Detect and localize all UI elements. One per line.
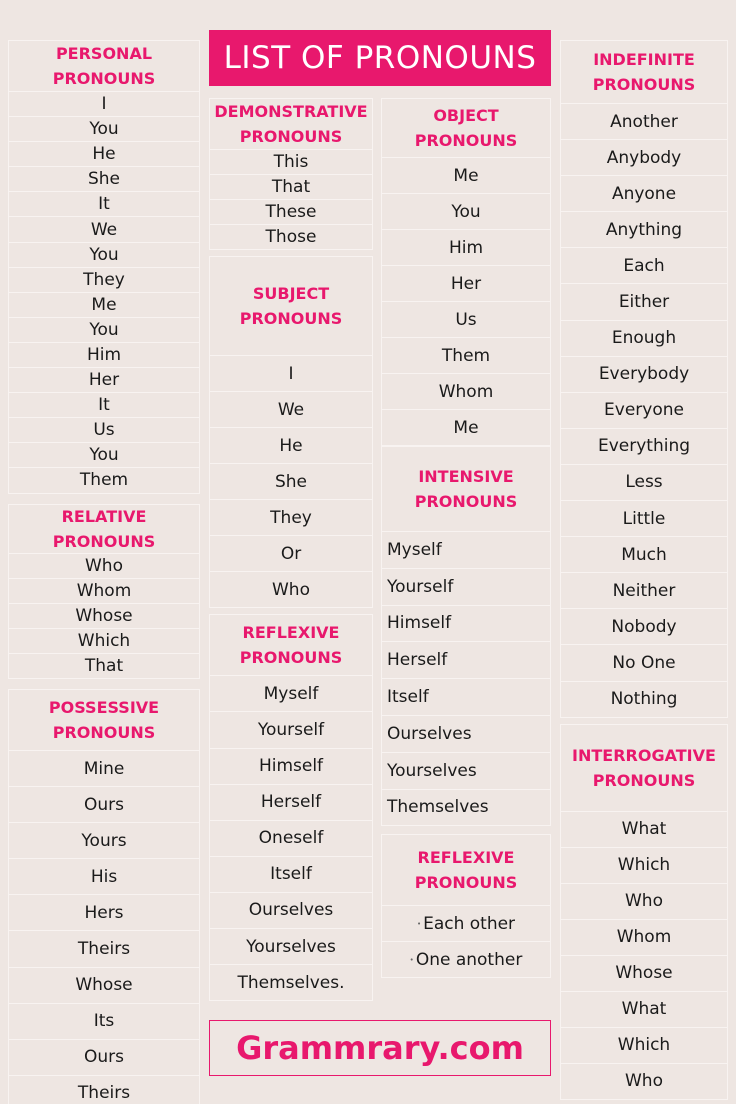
personal-item-text: You	[89, 119, 119, 140]
interrogative-item-text: Who	[625, 891, 663, 912]
indefinite-item	[560, 321, 728, 357]
indefinite-item-text: Everything	[597, 436, 691, 457]
reflexive1-item	[209, 965, 373, 1001]
reflexive1-item	[209, 929, 373, 965]
possessive-item	[8, 1076, 200, 1104]
possessive-header-line2: PRONOUNS	[52, 722, 156, 742]
intensive-item-text: Herself	[387, 650, 448, 671]
interrogative-item-text: Which	[617, 1035, 671, 1056]
column-4	[560, 40, 728, 1100]
reflexive1-item-text: Ourselves	[248, 900, 334, 921]
relative-header-line2: PRONOUNS	[52, 531, 156, 551]
indefinite-item	[560, 176, 728, 212]
object-item-text: Her	[450, 273, 482, 294]
indefinite-item	[560, 393, 728, 429]
interrogative-item	[560, 920, 728, 956]
bullet-mark-icon: •	[409, 955, 414, 964]
relative-header	[8, 504, 200, 554]
object-item-text: You	[451, 201, 481, 222]
reflexive1-item	[209, 893, 373, 929]
personal-item	[8, 368, 200, 393]
subject-item-text: We	[277, 399, 305, 420]
intensive-header-line2: PRONOUNS	[414, 492, 518, 511]
indefinite-item	[560, 537, 728, 573]
reflexive1-item	[209, 857, 373, 893]
interrogative-item	[560, 992, 728, 1028]
personal-item-text: You	[89, 319, 119, 340]
object-item	[381, 410, 551, 446]
subject-header-line2: PRONOUNS	[239, 309, 343, 329]
object-item-text: Me	[453, 165, 479, 186]
personal-item-text: We	[90, 219, 118, 240]
personal-item-text: You	[89, 445, 119, 466]
subject-item	[209, 356, 373, 392]
personal-item	[8, 443, 200, 468]
interrogative-item-text: What	[621, 819, 667, 840]
indefinite-item-text: Each	[623, 255, 665, 276]
possessive-item-text: Ours	[83, 1047, 124, 1068]
object-header-line2: PRONOUNS	[414, 131, 518, 150]
indefinite-header-line1: INDEFINITE	[593, 50, 695, 69]
personal-item	[8, 167, 200, 192]
subject-item-text: I	[288, 363, 294, 384]
interrogative-item	[560, 812, 728, 848]
reflexive1-header-line2: PRONOUNS	[239, 648, 343, 668]
subject-item-text: Or	[280, 543, 302, 564]
indefinite-item	[560, 212, 728, 248]
demonstrative-header-line1: DEMONSTRATIVE	[214, 102, 368, 121]
indefinite-item	[560, 104, 728, 140]
intensive-header-line1: INTENSIVE	[418, 467, 514, 486]
relative-header-line1: RELATIVE	[61, 506, 147, 526]
personal-item-text: Them	[79, 470, 129, 491]
personal-item-text: Me	[91, 294, 117, 315]
interrogative-item-text: Which	[617, 855, 671, 876]
personal-item	[8, 468, 200, 493]
personal-item	[8, 217, 200, 242]
personal-item	[8, 192, 200, 217]
personal-item-text: I	[101, 94, 107, 115]
indefinite-item-text: Little	[622, 508, 666, 529]
intensive-item	[381, 790, 551, 827]
personal-item-text: You	[89, 244, 119, 265]
relative-item-text: Who	[85, 555, 123, 576]
reflexive-header-2	[381, 834, 551, 906]
indefinite-item	[560, 573, 728, 609]
reflexive1-item	[209, 821, 373, 857]
indefinite-item	[560, 609, 728, 645]
page-title: LIST OF PRONOUNS	[209, 30, 551, 86]
possessive-item	[8, 1040, 200, 1076]
subject-header-line1: SUBJECT	[252, 284, 330, 304]
personal-item	[8, 142, 200, 167]
indefinite-item-text: Everybody	[598, 364, 690, 385]
interrogative-item	[560, 1064, 728, 1100]
object-header-line1: OBJECT	[433, 106, 499, 125]
reflexive1-item	[209, 785, 373, 821]
possessive-item-text: Mine	[83, 758, 125, 779]
possessive-item-text: Ours	[83, 794, 124, 815]
relative-item	[8, 654, 200, 679]
indefinite-item	[560, 284, 728, 320]
indefinite-item	[560, 357, 728, 393]
object-item	[381, 230, 551, 266]
reflexive1-item-text: Herself	[260, 792, 322, 813]
object-item-text: Them	[441, 345, 491, 366]
possessive-item-text: Theirs	[77, 1083, 131, 1104]
interrogative-item-text: Whose	[615, 963, 673, 984]
personal-item-text: She	[87, 169, 121, 190]
brand-logo: Grammrary.com	[209, 1020, 551, 1076]
personal-item-text: It	[98, 395, 110, 416]
personal-item-text: He	[92, 144, 116, 165]
object-item-text: Me	[453, 417, 479, 438]
personal-item-text: Us	[93, 420, 115, 441]
possessive-item	[8, 931, 200, 967]
interrogative-item-text: Whom	[616, 927, 672, 948]
possessive-item-text: His	[90, 866, 118, 887]
indefinite-item	[560, 140, 728, 176]
indefinite-header-line2: PRONOUNS	[592, 75, 696, 94]
demonstrative-item-text: That	[271, 177, 311, 198]
interrogative-header	[560, 724, 728, 812]
relative-item	[8, 554, 200, 579]
subject-item	[209, 428, 373, 464]
indefinite-item	[560, 429, 728, 465]
reflexive2-item	[381, 942, 551, 978]
possessive-item-text: Yours	[81, 830, 127, 851]
indefinite-header	[560, 40, 728, 104]
indefinite-item-text: Less	[625, 472, 663, 493]
intensive-item	[381, 642, 551, 679]
object-item-text: Us	[455, 309, 477, 330]
reflexive1-item-text: Oneself	[258, 828, 324, 849]
possessive-header-line1: POSSESSIVE	[48, 697, 160, 717]
reflexive1-item	[209, 712, 373, 748]
relative-item	[8, 629, 200, 654]
personal-header-line2: PRONOUNS	[52, 69, 156, 88]
personal-item-text: Her	[88, 370, 120, 391]
indefinite-item-text: Neither	[612, 580, 676, 601]
demonstrative-item-text: This	[273, 152, 309, 173]
personal-item	[8, 268, 200, 293]
personal-header	[8, 40, 200, 92]
reflexive2-header-line2: PRONOUNS	[414, 873, 518, 893]
relative-item-text: Whom	[76, 580, 132, 601]
subject-item	[209, 572, 373, 608]
indefinite-item	[560, 501, 728, 537]
subject-item	[209, 536, 373, 572]
personal-item-text: They	[83, 269, 125, 290]
subject-item-text: She	[274, 471, 308, 492]
personal-item-text: It	[98, 194, 110, 215]
indefinite-item	[560, 248, 728, 284]
object-item	[381, 266, 551, 302]
personal-header-line1: PERSONAL	[55, 44, 153, 63]
interrogative-item	[560, 956, 728, 992]
reflexive2-item-text: Each other	[423, 913, 516, 934]
indefinite-item	[560, 682, 728, 718]
intensive-item	[381, 679, 551, 716]
indefinite-item-text: Anyone	[611, 183, 677, 204]
reflexive1-item-text: Myself	[263, 683, 319, 704]
indefinite-item	[560, 465, 728, 501]
intensive-item	[381, 716, 551, 753]
demonstrative-item	[209, 175, 373, 200]
reflexive1-header-line1: REFLEXIVE	[242, 623, 340, 643]
intensive-item-text: Yourself	[387, 576, 454, 597]
demonstrative-item	[209, 200, 373, 225]
possessive-item	[8, 787, 200, 823]
object-item	[381, 158, 551, 194]
indefinite-item-text: Much	[621, 544, 667, 565]
intensive-header	[381, 446, 551, 532]
demonstrative-item	[209, 225, 373, 250]
indefinite-item-text: Nothing	[610, 689, 678, 710]
possessive-item	[8, 895, 200, 931]
bullet-mark-icon: •	[416, 919, 422, 928]
personal-item	[8, 343, 200, 368]
possessive-item	[8, 823, 200, 859]
demonstrative-item-text: Those	[265, 227, 317, 248]
column-3	[381, 98, 551, 978]
personal-item	[8, 418, 200, 443]
object-item	[381, 194, 551, 230]
personal-item-text: Him	[86, 344, 122, 365]
reflexive1-item-text: Yourselves	[246, 936, 336, 957]
interrogative-header-line2: PRONOUNS	[592, 770, 696, 790]
object-item-text: Whom	[438, 381, 494, 402]
object-header	[381, 98, 551, 158]
intensive-item-text: Itself	[387, 687, 429, 708]
indefinite-item-text: Either	[618, 292, 670, 313]
possessive-header	[8, 689, 200, 751]
indefinite-item-text: Anything	[605, 219, 683, 240]
subject-item-text: Who	[272, 579, 310, 600]
interrogative-item	[560, 1028, 728, 1064]
reflexive2-header-line1: REFLEXIVE	[417, 848, 515, 868]
possessive-item	[8, 751, 200, 787]
possessive-item	[8, 968, 200, 1004]
indefinite-item-text: Anybody	[606, 147, 682, 168]
column-1	[8, 40, 200, 1104]
personal-item	[8, 243, 200, 268]
reflexive-header-1	[209, 614, 373, 676]
personal-item	[8, 318, 200, 343]
indefinite-item-text: Nobody	[611, 616, 677, 637]
indefinite-item-text: No One	[612, 652, 676, 673]
reflexive1-item-text: Yourself	[257, 720, 325, 741]
reflexive1-item	[209, 676, 373, 712]
interrogative-header-line1: INTERROGATIVE	[572, 745, 716, 765]
personal-item	[8, 117, 200, 142]
interrogative-item-text: What	[621, 999, 667, 1020]
indefinite-item-text: Another	[610, 111, 678, 132]
relative-item-text: Which	[77, 630, 131, 651]
indefinite-item-text: Enough	[611, 328, 677, 349]
subject-item-text: They	[270, 507, 312, 528]
intensive-item	[381, 606, 551, 643]
object-item	[381, 374, 551, 410]
subject-item-text: He	[279, 435, 303, 456]
reflexive1-item	[209, 749, 373, 785]
possessive-item-text: Theirs	[77, 938, 131, 959]
relative-item	[8, 579, 200, 604]
possessive-item-text: Hers	[84, 902, 124, 923]
reflexive1-item-text: Itself	[270, 864, 312, 885]
possessive-item	[8, 1004, 200, 1040]
subject-item	[209, 464, 373, 500]
subject-header	[209, 256, 373, 356]
object-item	[381, 338, 551, 374]
intensive-item-text: Ourselves	[387, 723, 472, 744]
interrogative-item-text: Who	[625, 1071, 663, 1092]
subject-item	[209, 392, 373, 428]
demonstrative-item	[209, 150, 373, 175]
relative-item	[8, 604, 200, 629]
indefinite-item-text: Everyone	[604, 400, 684, 421]
object-item	[381, 302, 551, 338]
reflexive2-item-text: One another	[415, 949, 523, 970]
reflexive2-item	[381, 906, 551, 942]
interrogative-item	[560, 848, 728, 884]
column-2	[209, 98, 373, 1001]
subject-item	[209, 500, 373, 536]
personal-item	[8, 393, 200, 418]
reflexive1-item-text: Himself	[258, 756, 324, 777]
object-item-text: Him	[448, 237, 484, 258]
relative-item-text: That	[84, 655, 124, 676]
intensive-item-text: Himself	[387, 613, 452, 634]
intensive-item-text: Myself	[387, 539, 442, 560]
intensive-item-text: Yourselves	[387, 760, 477, 781]
demonstrative-item-text: These	[265, 202, 317, 223]
possessive-item	[8, 859, 200, 895]
possessive-item-text: Its	[93, 1011, 115, 1032]
demonstrative-header	[209, 98, 373, 150]
indefinite-item	[560, 645, 728, 681]
interrogative-item	[560, 884, 728, 920]
demonstrative-header-line2: PRONOUNS	[239, 127, 343, 146]
intensive-item	[381, 753, 551, 790]
intensive-item	[381, 532, 551, 569]
reflexive1-item-text: Themselves.	[237, 972, 345, 993]
personal-item	[8, 92, 200, 117]
personal-item	[8, 293, 200, 318]
relative-item-text: Whose	[75, 605, 133, 626]
possessive-item-text: Whose	[75, 975, 133, 996]
intensive-item-text: Themselves	[387, 797, 489, 818]
intensive-item	[381, 569, 551, 606]
